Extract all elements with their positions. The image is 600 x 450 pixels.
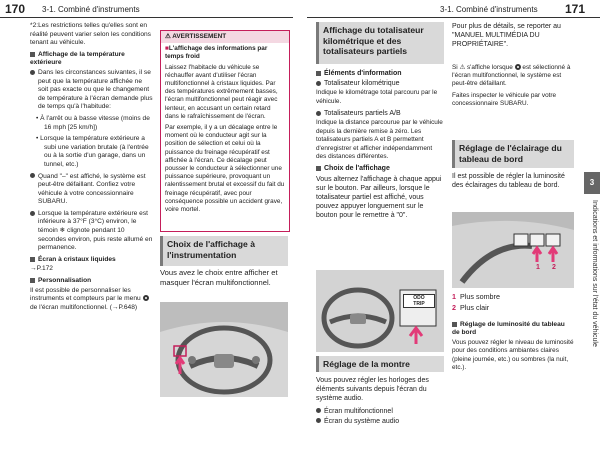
warning-icon: ⚠ [165, 33, 171, 40]
personalisation-text: Il est possible de personnaliser les instruments et compteurs par le menu de l'écran multifonctionnel. (→P.648) [30, 287, 154, 313]
choix-affichage-text: Vous alternez l'affichage à chaque appui sur le bouton. Par ailleurs, lorsque le totalisateur partiel est affiché, vous pouvez appuyer longuement sur le bouton pour le remettre à "0". [316, 175, 442, 220]
col4-top [452, 22, 574, 112]
luminosity-legend [452, 292, 574, 375]
left-column [30, 22, 154, 315]
montre-bullet-1: Écran multifonctionnel [316, 407, 444, 416]
trip-text: Indique la distance parcourue par le véhicule depuis la dernière remise à zéro. Les totalisateurs partiels A et B permettent d'enregistrer et afficher indépendamment des distances différentes. [316, 119, 443, 161]
temp-bullet-3: Lorsque la température extérieure est inférieure à 37°F (3°C) environ, le témoin ❄ clignote pendant 10 secondes environ, puis reste allumé en permanence. [30, 210, 154, 253]
choix-text: Vous avez le choix entre afficher et masquer l'écran multifonctionnel. [160, 268, 278, 287]
warning-paragraph-1: Laissez l'habitacle du véhicule se réchauffer avant d'utiliser l'écran multifonctionnel à cristaux liquides. Par des températures extrêmement basses, l'écran multifonctionnel peut réagir avec lenteur, en accusant un certain retard dans le rafraîchissement de l'écran. [165, 63, 278, 120]
right-running-title: 3-1. Combiné d'instruments [440, 5, 538, 14]
montre-body [316, 376, 444, 427]
luminosite-heading: Réglage de luminosité du tableau de bord [452, 321, 565, 337]
legend-1: 1 Plus sombre [452, 292, 500, 301]
square-bullet-icon [452, 322, 457, 327]
montre-bullet-2: Écran du système audio [316, 417, 444, 426]
bullet-icon [30, 70, 35, 75]
gear-icon [515, 64, 521, 70]
bullet-icon [30, 211, 35, 216]
left-page-number: 170 [5, 2, 26, 16]
col4-inspect-text: Faites inspecter le véhicule par votre concessionnaire SUBARU. [452, 91, 557, 108]
eclairage-text: Il est possible de régler la luminosité des éclairages du tableau de bord. [452, 173, 565, 190]
square-bullet-icon [30, 278, 35, 283]
col4-warning-text: Si ⚠ s'affiche lorsque est sélectionné à l'écran multifonctionnel, le système est peut-être défaillant. [452, 63, 571, 88]
callout-2: 2 [552, 264, 556, 271]
personalisation-heading: Personnalisation [30, 277, 154, 286]
odo-trip-button[interactable]: ODO TRIP [403, 294, 435, 308]
dashboard-photo-left [160, 302, 288, 397]
chapter-vertical-title: Indications et informations sur l'état du véhicule [591, 200, 598, 347]
odo-trip-photo [316, 270, 444, 352]
temp-heading: Affichage de la température extérieure [30, 50, 125, 67]
eclairage-body [452, 172, 574, 193]
chapter-tab: 3 [584, 172, 600, 194]
bullet-icon [316, 111, 321, 116]
bullet-icon [316, 418, 321, 423]
odo-text: Indique le kilométrage total parcouru par le véhicule. [316, 89, 438, 105]
square-bullet-icon [30, 257, 35, 262]
temp-sub-2: • Lorsque la température extérieure a subi une variation brutale (à l'entrée ou à la sortie d'un garage, dans un tunnel, etc.) [36, 135, 149, 168]
totalisateur-heading: Affichage du totalisateur kilométrique et des totalisateurs partiels [316, 22, 444, 64]
choix-affichage-heading: Choix de l'affichage [316, 164, 444, 173]
right-page-number: 171 [565, 2, 586, 16]
temp-sub-1: • À l'arrêt ou à basse vitesse (moins de 16 mph [25 km/h]) [36, 114, 150, 131]
warning-box [160, 30, 290, 232]
snowflake-icon: ❄ [59, 227, 66, 235]
footnote: *2:Les restrictions telles qu'elles sont en réalité peuvent varier selon les conditions tenant au véhicule. [30, 22, 151, 47]
callout-1: 1 [536, 264, 540, 271]
square-bullet-icon [316, 71, 321, 76]
bullet-icon [316, 81, 321, 86]
bullet-icon [30, 173, 35, 178]
right-header-rule [307, 17, 600, 18]
montre-text: Vous pouvez régler les horloges des éléments suivants depuis l'écran du système audio. [316, 377, 429, 403]
temp-bullet-2: Quand "–" est affiché, le système est peut-être défaillant. Confiez votre véhicule à votre concessionnaire SUBARU. [30, 173, 154, 207]
bullet-icon [316, 408, 321, 413]
gear-icon [143, 295, 149, 301]
choix-heading: Choix de l'affichage à l'instrumentation [160, 236, 288, 266]
left-header-rule [0, 17, 293, 18]
eclairage-heading: Réglage de l'éclairage du tableau de bord [452, 140, 574, 168]
warning-header: ⚠ AVERTISSEMENT [161, 31, 289, 43]
temp-bullet-1: Dans les circonstances suivantes, il se peut que la température affichée ne soit pas exacte ou que le changement de température à l'écran demande plus de temps qu'à l'habitude: [30, 69, 154, 112]
square-bullet-icon [316, 166, 321, 171]
luminosite-text: Vous pouvez régler le niveau de luminosité pour des conditions ambiantes claires (pleine journée, etc.) ou sombres (la nuit, etc.). [452, 338, 574, 372]
legend-2: 2 Plus clair [452, 303, 490, 312]
col3-body [316, 67, 444, 224]
montre-heading: Réglage de la montre [316, 356, 444, 372]
warning-title: ■L'affichage des informations par temps froid [165, 45, 268, 61]
left-running-title: 3-1. Combiné d'instruments [42, 5, 140, 14]
dashboard-photo-right [452, 212, 574, 288]
choix-body [160, 268, 288, 291]
odo-label: Totalisateur kilométrique [316, 79, 444, 88]
warning-triangle-icon: ⚠ [459, 63, 466, 71]
square-bullet-icon [30, 52, 35, 57]
trip-label: Totalisateurs partiels A/B [316, 109, 444, 118]
warning-paragraph-2: Par exemple, il y a un décalage entre le moment où le conducteur agit sur la position de sélection et celui où la puissance du freinage récupératif est affichée à l'écran. Ce décalage peut pousser le conducteur à sélectionner une puissance supérieure, provoquant un ralentissement brutal et excessif du fait du freinage récupératif, avec pour conséquence possible un accident grave, voire mortel. [165, 124, 285, 214]
lcd-heading: Écran à cristaux liquides [30, 256, 154, 265]
elements-heading: Éléments d'information [316, 69, 444, 78]
col4-intro: Pour plus de détails, se reporter au "MANUEL MULTIMÉDIA DU PROPRIÉTAIRE". [452, 23, 561, 49]
lcd-reference: →P.172 [30, 265, 53, 273]
